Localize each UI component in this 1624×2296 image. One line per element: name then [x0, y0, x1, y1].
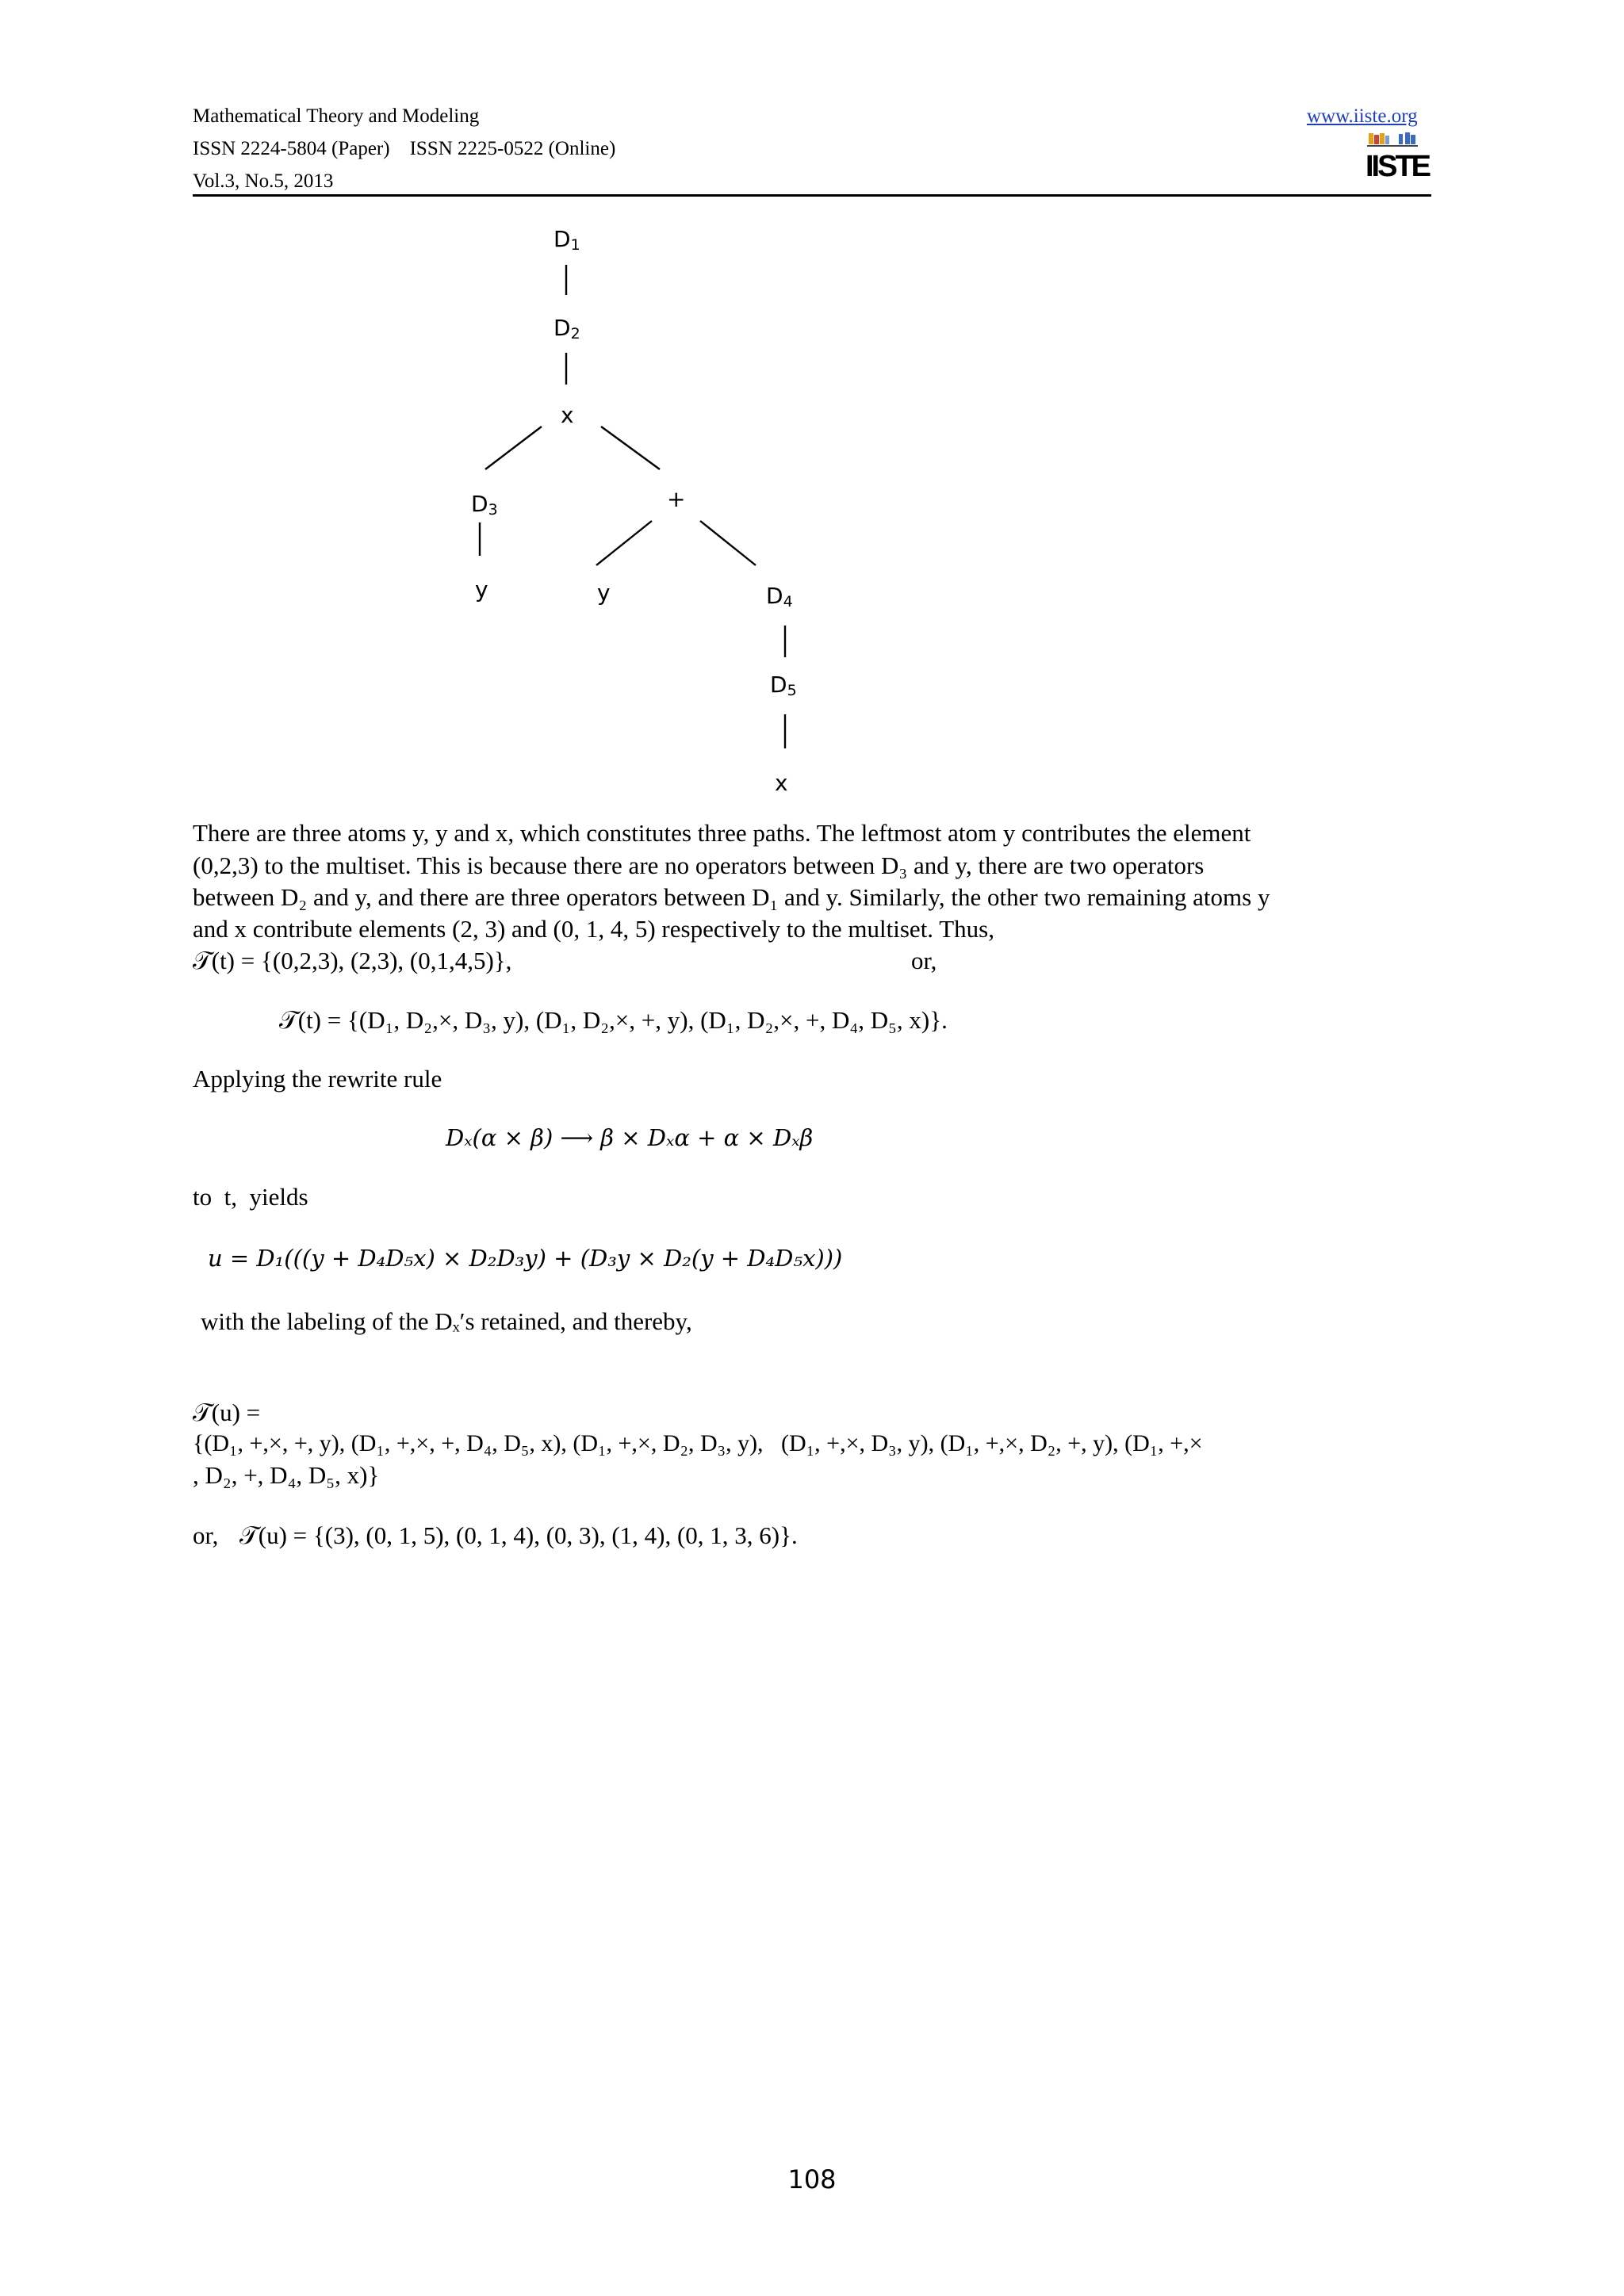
rewrite-rule-equation: Dₓ(α × β) ⟶ β × Dₓα + α × Dₓβ — [446, 1124, 814, 1151]
edge-plus-y — [596, 521, 652, 565]
tree-node-d1: $D_1$ — [553, 226, 580, 254]
tu-set-line-1: {(D₁, +,×, +, y), (D₁, +,×, +, D₄, D₅, x), (D₁, +,×, D₂, D₃, y), (D₁, +,×, D₃, y), (D₁, +,×, D₂, +, y), (D₁, +,× — [193, 1430, 1203, 1456]
issn-line: ISSN 2224-5804 (Paper) ISSN 2225-0522 (Online) — [193, 138, 616, 159]
tree-node-x: x — [775, 770, 788, 796]
tree-node-y-left: y — [475, 576, 488, 603]
tu-set-line-2: , D₂, +, D₄, D₅, x)} — [193, 1461, 380, 1489]
tree-node-times: x — [561, 402, 574, 428]
tree-edges — [0, 0, 1624, 801]
u-equation: u = D₁(((y + D₄D₅x) × D₂D₃y) + (D₃y × D₂(y + D₄D₅x))) — [208, 1245, 843, 1272]
journal-url-link[interactable]: www.iiste.org — [1307, 105, 1418, 127]
or-label-1: or, — [911, 947, 937, 974]
t-paths-equation: 𝒯(t) = {(D₁, D₂,×, D₃, y), (D₁, D₂,×, +, y), (D₁, D₂,×, +, D₄, D₅, x)}. — [279, 1006, 948, 1034]
journal-title: Mathematical Theory and Modeling — [193, 105, 480, 127]
tree-node-y-mid: y — [597, 580, 611, 606]
tree-node-d2: $D_2$ — [553, 315, 580, 342]
tree-node-d4: $D_4$ — [766, 583, 793, 610]
volume-line: Vol.3, No.5, 2013 — [193, 170, 334, 192]
tree-node-d3: $D_3$ — [471, 491, 498, 519]
paragraph-line-3: between D₂ and y, and there are three operators between D₁ and y. Similarly, the other two remaining atoms y — [193, 883, 1270, 911]
paragraph-line-1: There are three atoms y, y and x, which constitutes three paths. The leftmost atom y contributes the element — [193, 819, 1251, 847]
tu-label: 𝒯(u) = — [193, 1399, 261, 1426]
paragraph-line-2: (0,2,3) to the multiset. This is because there are no operators between D₃ and y, there are two operators — [193, 851, 1205, 879]
iiste-logo-text: IISTE — [1365, 150, 1430, 183]
labeling-text: with the labeling of the Dₓ′s retained, and thereby, — [201, 1307, 692, 1335]
tree-node-plus: + — [667, 486, 686, 512]
tree-node-d5: $D_5$ — [770, 672, 797, 699]
t-multiset-equation: 𝒯(t) = {(0,2,3), (2,3), (0,1,4,5)}, — [193, 947, 512, 974]
tu-multiset-equation: 𝒯(u) = {(3), (0, 1, 5), (0, 1, 4), (0, 3), (1, 4), (0, 1, 3, 6)}. — [239, 1521, 798, 1549]
or-label-2: or, — [193, 1521, 219, 1549]
applying-rule-text: Applying the rewrite rule — [193, 1065, 442, 1093]
edge-plus-d4 — [700, 521, 756, 565]
to-t-yields-text: to t, yields — [193, 1183, 308, 1211]
edge-times-plus — [601, 427, 660, 469]
edge-times-d3 — [485, 427, 542, 469]
paragraph-line-4: and x contribute elements (2, 3) and (0, 1, 4, 5) respectively to the multiset. Thus, — [193, 915, 994, 943]
page-number: 108 — [787, 2164, 837, 2195]
